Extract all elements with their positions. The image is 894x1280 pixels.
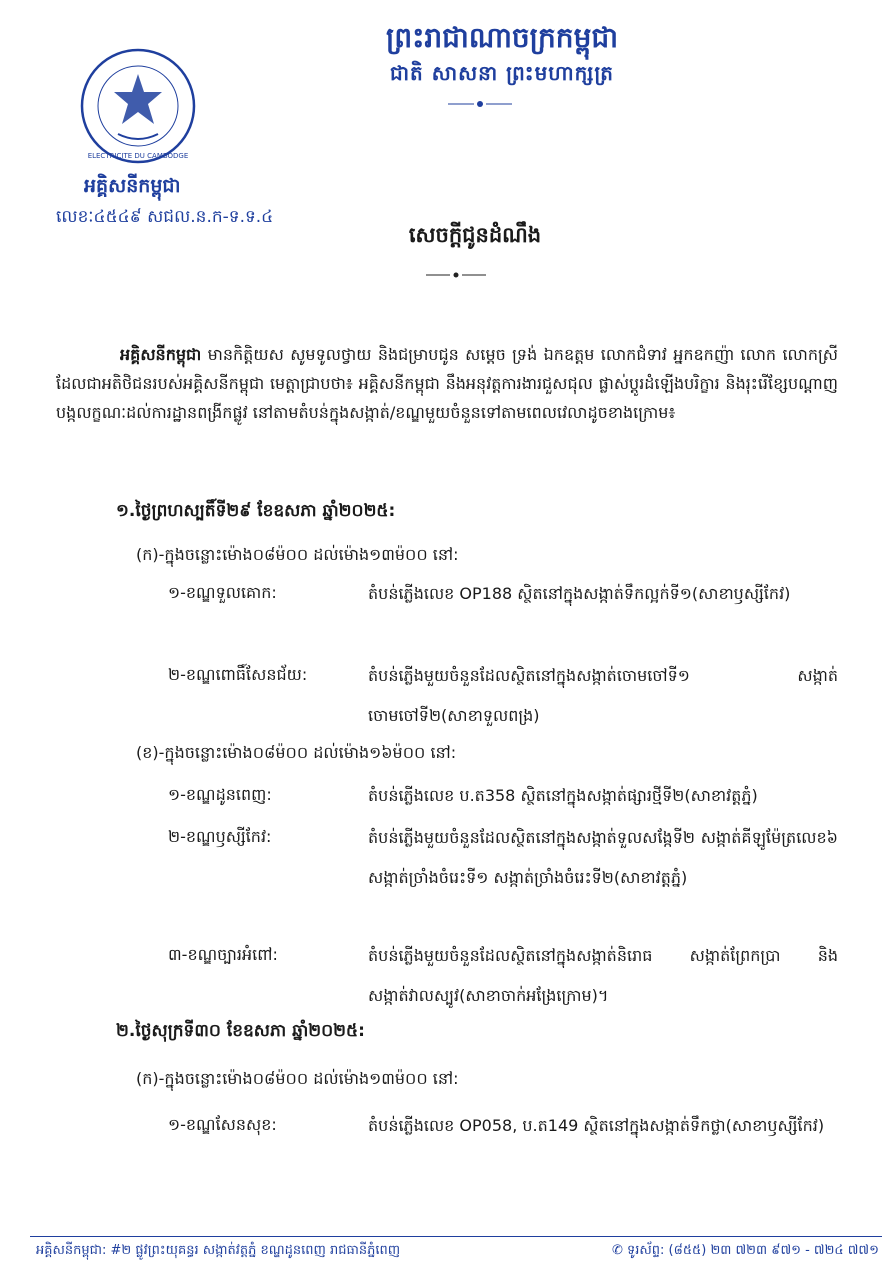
footer-phone-text: ទូរស័ព្ទ: (៨៥៥) ២៣ ៧២៣ ៩៧១ - ៧២៤ ៧៧១ xyxy=(627,1243,879,1258)
title-ornament xyxy=(426,264,486,283)
district-label: ២-ខណ្ឌពោធិ៍សែនជ័យ: xyxy=(168,665,308,684)
document-title: សេចក្តីជូនដំណឹង xyxy=(408,223,542,247)
area-description: តំបន់ភ្លើងលេខ OP058, ប.ត149 ស្ថិតនៅក្នុងសង្កាត់ទឹកថ្លា(សាខាឫស្សីកែវ) xyxy=(368,1116,825,1135)
area-description: តំបន់ភ្លើងលេខ OP188 ស្ថិតនៅក្នុងសង្កាត់ទឹកល្អក់ទី១(សាខាឫស្សីកែវ) xyxy=(368,584,791,603)
district-label: ១-ខណ្ឌទួលគោក: xyxy=(168,583,277,602)
phone-icon: ✆ xyxy=(612,1243,628,1258)
footer-address: អគ្គិសនីកម្ពុជា: #២ ផ្លូវព្រះយុគន្ធរ សង្កាត់វត្តភ្នំ ខណ្ឌដូនពេញ រាជធានីភ្នំពេញ xyxy=(36,1243,401,1258)
time-range: (ក)-ក្នុងចន្លោះម៉ោង០៨ម៉០០ ដល់ម៉ោង១៣ម៉០០ នៅ: xyxy=(136,1069,459,1088)
intro-org-name: អគ្គិសនីកម្ពុជា xyxy=(120,345,202,364)
district-label: ៣-ខណ្ឌច្បារអំពៅ: xyxy=(168,945,278,964)
reference-number: លេខៈ៤៥៤៩ សជល.ន.ក-ទ.ទ.៤ xyxy=(56,207,274,227)
area-description: តំបន់ភ្លើងលេខ ប.ត358 ស្ថិតនៅក្នុងសង្កាត់ផ្សារថ្មីទី២(សាខាវត្តភ្នំ) xyxy=(368,786,758,805)
footer-phone xyxy=(612,1242,879,1261)
svg-text:ELECTRICITE DU CAMBODGE: ELECTRICITE DU CAMBODGE xyxy=(87,152,189,160)
time-range: (ក)-ក្នុងចន្លោះម៉ោង០៨ម៉០០ ដល់ម៉ោង១៣ម៉០០ នៅ: xyxy=(136,545,459,564)
area-description: តំបន់ភ្លើងមួយចំនួនដែលស្ថិតនៅក្នុងសង្កាត់និរោធ សង្កាត់ព្រែកប្រា និងសង្កាត់វាលស្បូវ(សាខាចាក់អង្រែក្រោម)។ xyxy=(368,946,838,1005)
intro-paragraph xyxy=(56,340,838,427)
section-heading: ២.ថ្ងៃសុក្រទី៣០ ខែឧសភា ឆ្នាំ២០២៥: xyxy=(116,1021,365,1041)
org-name: អគ្គិសនីកម្ពុជា xyxy=(84,175,181,197)
district-label: ១-ខណ្ឌដូនពេញ: xyxy=(168,785,272,804)
section-heading: ១.ថ្ងៃព្រហស្បតិ៍ទី២៩ ខែឧសភា ឆ្នាំ២០២៥: xyxy=(116,501,396,521)
time-range: (ខ)-ក្នុងចន្លោះម៉ោង០៨ម៉០០ ដល់ម៉ោង១៦ម៉០០ នៅ: xyxy=(136,743,457,762)
area-description: តំបន់ភ្លើងមួយចំនួនដែលស្ថិតនៅក្នុងសង្កាត់ចោមចៅទី១ សង្កាត់ចោមចៅទី២(សាខាទួលពង្រ) xyxy=(368,666,838,725)
intro-text: មានកិត្តិយស សូមទូលថ្វាយ និងជម្រាបជូន សម្តេច ទ្រង់ ឯកឧត្តម លោកជំទាវ អ្នកឧកញ៉ា លោក លោកស្រី ដែលជាអតិថិជនរបស់អគ្គិសនីកម្ពុជា មេត្តាជ្រាបថា៖ អគ្គិសនីកម្ពុជា នឹងអនុវត្តការងារជួសជុល ផ្លាស់ប្តូរដំឡើងបរិក្ខារ និងរុះរើខ្សែបណ្តាញបង្កលក្ខណៈដល់ការដ្ឋានពង្រីកផ្លូវ នៅតាមតំបន់ក្នុងសង្កាត់/ខណ្ឌមួយចំនួនទៅតាមពេលវេលាដូចខាងក្រោម៖ xyxy=(56,345,838,422)
kingdom-heading: ព្រះរាជាណាចក្រកម្ពុជា xyxy=(385,21,618,54)
area-description: តំបន់ភ្លើងមួយចំនួនដែលស្ថិតនៅក្នុងសង្កាត់ទួលសង្កែទី២ សង្កាត់គីឡូម៉ែត្រលេខ៦ សង្កាត់ច្រាំងចំរេះទី១ សង្កាត់ច្រាំងចំរេះទី២(សាខាវត្តភ្នំ) xyxy=(368,828,838,887)
ornament-divider xyxy=(448,94,512,113)
district-label: ២-ខណ្ឌឫស្សីកែវ: xyxy=(168,827,272,846)
footer-divider xyxy=(30,1236,882,1237)
national-motto: ជាតិ សាសនា ព្រះមហាក្សត្រ xyxy=(390,61,614,85)
district-label: ១-ខណ្ឌសែនសុខ: xyxy=(168,1115,277,1134)
